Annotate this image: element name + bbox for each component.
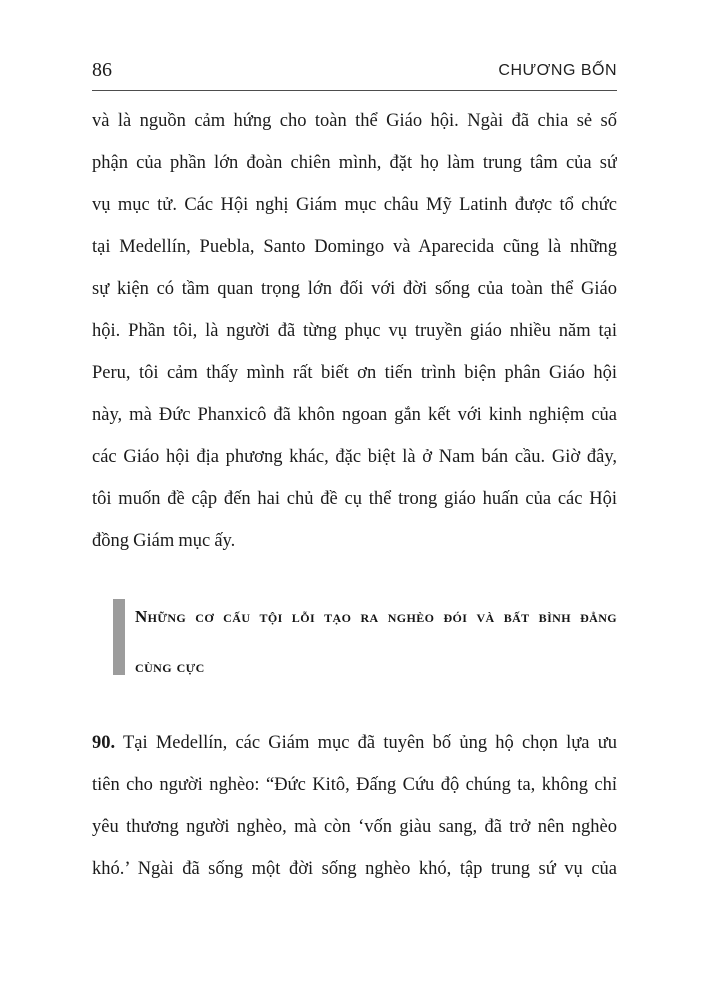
running-head-chapter-title: CHƯƠNG BỐN	[498, 62, 617, 79]
text-line: đồng Giám mục ấy.	[92, 531, 236, 551]
text-line	[92, 722, 617, 764]
text-line: Peru, tôi cảm thấy mình rất biết ơn tiến trình biện phân Giáo hội	[92, 363, 617, 383]
text-line: khó.’ Ngài đã sống một đời sống nghèo khó, tập trung sứ vụ của	[92, 859, 617, 879]
text-line: sự kiện có tầm quan trọng lớn đối với đời sống của toàn thể Giáo	[92, 279, 617, 299]
paragraph-number: 90.	[92, 733, 116, 753]
text-line: phận của phần lớn đoàn chiên mình, đặt họ làm trung tâm của sứ	[92, 153, 617, 173]
section-heading-line: cùng cực	[135, 657, 205, 676]
text-line: tiên cho người nghèo: “Đức Kitô, Đấng Cứu độ chúng ta, không chỉ	[92, 775, 617, 795]
paragraph-continued	[92, 100, 617, 562]
text-line: tại Medellín, Puebla, Santo Domingo và Aparecida cũng là những	[92, 237, 617, 257]
paragraph-90	[92, 722, 617, 890]
section-heading-accent-bar	[113, 599, 125, 675]
text-line: hội. Phần tôi, là người đã từng phục vụ truyền giáo nhiều năm tại	[92, 321, 617, 341]
text-line: vụ mục tử. Các Hội nghị Giám mục châu Mỹ Latinh được tổ chức	[92, 195, 617, 215]
header-rule-divider	[92, 90, 617, 91]
text-line: này, mà Đức Phanxicô đã khôn ngoan gắn kết với kinh nghiệm của	[92, 405, 617, 425]
page-number: 86	[92, 59, 112, 81]
section-heading-line: Những cơ cấu tội lỗi tạo ra nghèo đói và bất bình đẳng	[135, 607, 617, 626]
section-heading	[135, 592, 617, 692]
text-line: yêu thương người nghèo, mà còn ‘vốn giàu sang, đã trở nên nghèo	[92, 817, 617, 837]
text-line-fragment: Tại Medellín, các Giám mục đã tuyên bố ủng hộ chọn lựa ưu	[123, 733, 617, 753]
text-line: tôi muốn đề cập đến hai chủ đề cụ thể trong giáo huấn của các Hội	[92, 489, 617, 509]
text-line: các Giáo hội địa phương khác, đặc biệt là ở Nam bán cầu. Giờ đây,	[92, 447, 617, 467]
text-line: và là nguồn cảm hứng cho toàn thể Giáo hội. Ngài đã chia sẻ số	[92, 111, 617, 131]
